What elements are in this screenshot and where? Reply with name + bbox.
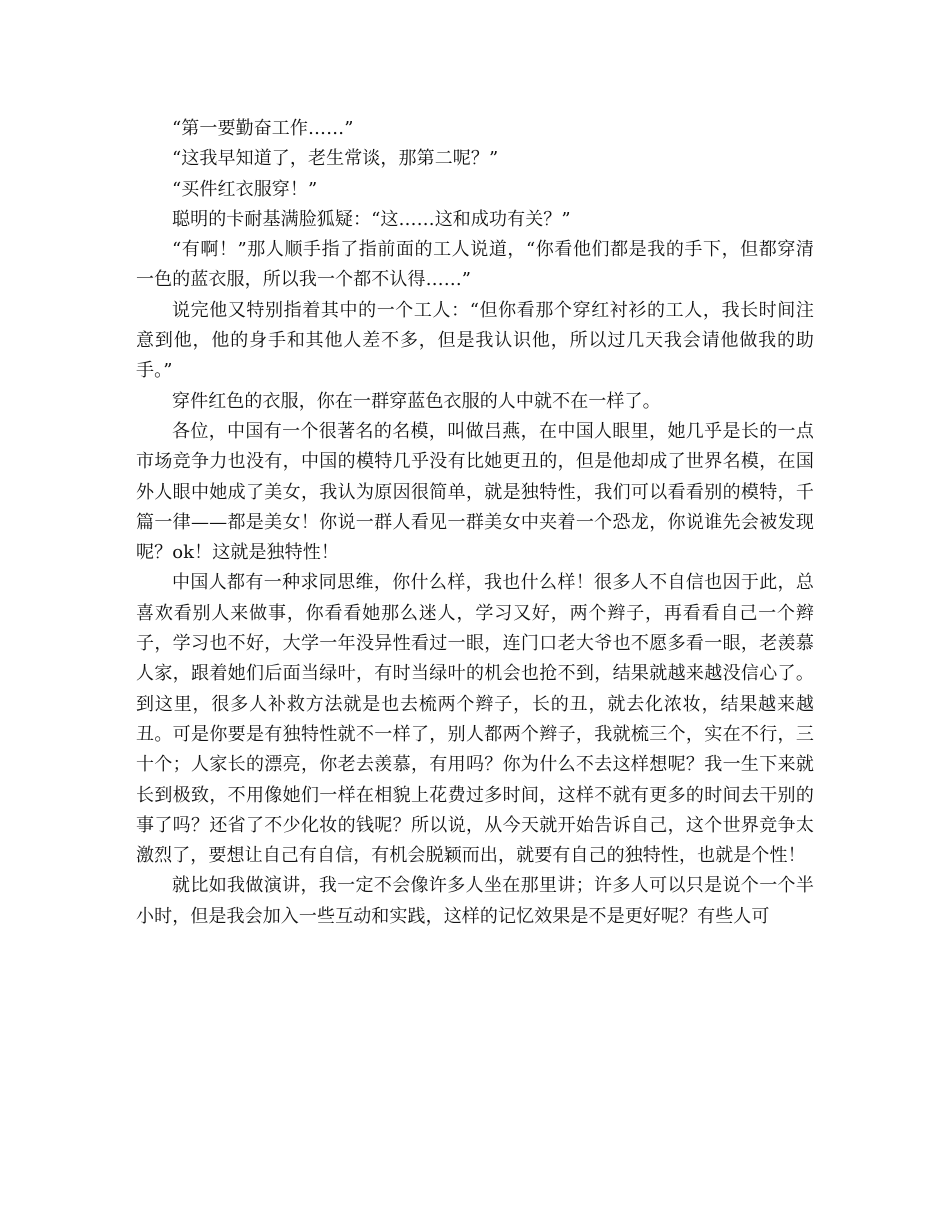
- paragraph: 穿件红色的衣服，你在一群穿蓝色衣服的人中就不在一样了。: [172, 390, 661, 412]
- paragraph: 说完他又特别指着其中的一个工人：“但你看那个穿红衬衫的工人，我长时间注意到他，他的身手和其他人差不多，但是我认识他，所以过几天我会请他做我的助手。”: [136, 299, 814, 382]
- paragraph: 就比如我做演讲，我一定不会像许多人坐在那里讲；许多人可以只是说个一个半小时，但是我会加入一些互动和实践，这样的记忆效果是不是更好呢？有些人可: [136, 875, 814, 927]
- paragraph: “有啊！”那人顺手指了指前面的工人说道，“你看他们都是我的手下，但都穿清一色的蓝衣服，所以我一个都不认得……”: [136, 239, 814, 291]
- paragraph: 聪明的卡耐基满脸狐疑：“这……这和成功有关？”: [172, 208, 571, 230]
- document-body: [136, 114, 814, 932]
- paragraph: “买件红衣服穿！”: [172, 178, 318, 200]
- paragraph: 各位，中国有一个很著名的名模，叫做吕燕，在中国人眼里，她几乎是长的一点市场竞争力也没有，中国的模特几乎没有比她更丑的，但是他却成了世界名模，在国外人眼中她成了美女，我认为原因很简单，就是独特性，我们可以看看别的模特，千篇一律——都是美女！你说一群人看见一群美女中夹着一个恐龙，你说谁先会被发现呢？ok！这就是独特性！: [136, 420, 814, 564]
- paragraph: “第一要勤奋工作……”: [172, 118, 354, 139]
- paragraph: 中国人都有一种求同思维，你什么样，我也什么样！很多人不自信也因于此，总喜欢看别人来做事，你看看她那么迷人，学习又好，两个辫子，再看看自己一个辫子，学习也不好，大学一年没异性看过一眼，连门口老大爷也不愿多看一眼，老羡慕人家，跟着她们后面当绿叶，有时当绿叶的机会也抢不到，结果就越来越没信心了。到这里，很多人补救方法就是也去梳两个辫子，长的丑，就去化浓妆，结果越来越丑。可是你要是有独特性就不一样了，别人都两个辫子，我就梳三个，实在不行，三十个；人家长的漂亮，你老去羡慕，有用吗？你为什么不去这样想呢？我一生下来就长到极致，不用像她们一样在相貌上花费过多时间，这样不就有更多的时间去干别的事了吗？还省了不少化妆的钱呢？所以说，从今天就开始告诉自己，这个世界竞争太激烈了，要想让自己有自信，有机会脱颖而出，就要有自己的独特性，也就是个性！: [136, 572, 814, 867]
- paragraph: “这我早知道了，老生常谈，那第二呢？”: [172, 148, 499, 170]
